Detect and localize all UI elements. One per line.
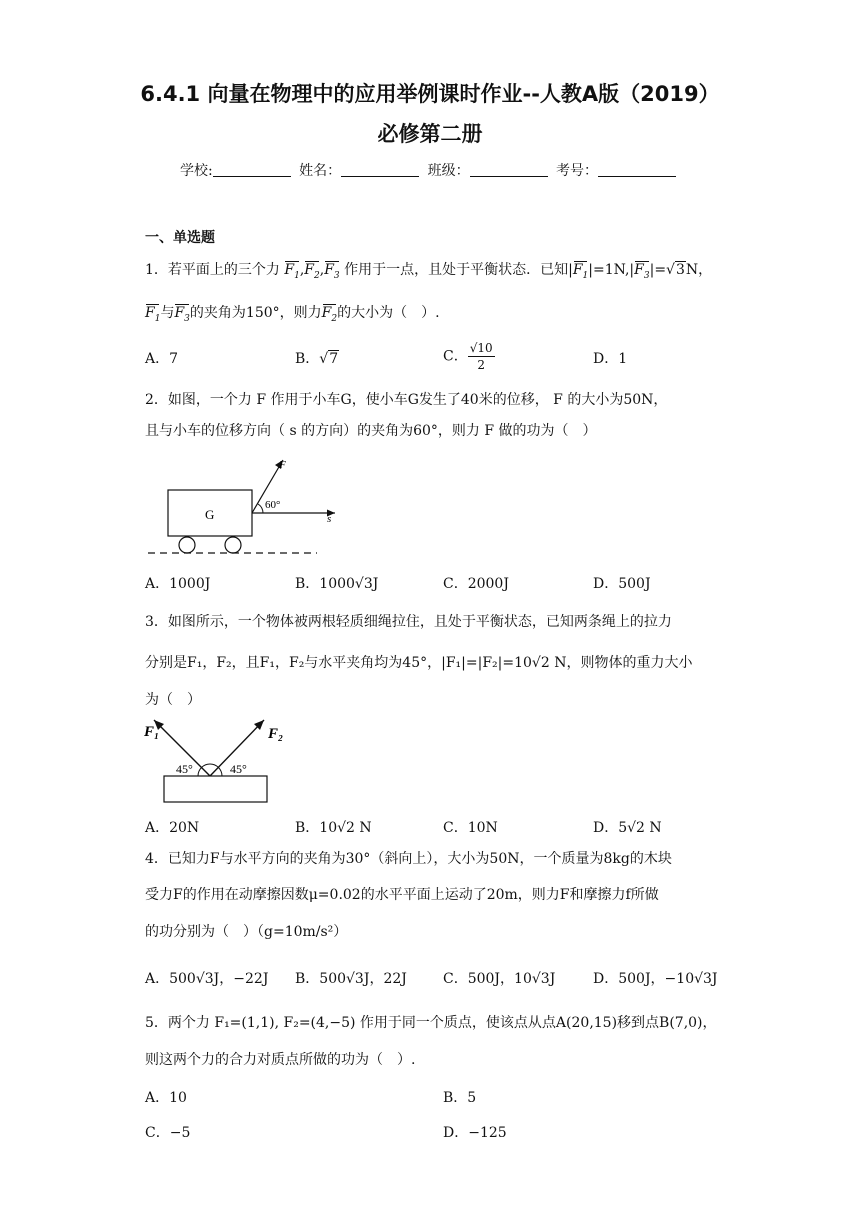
q1-text-e: 的大小为（ ）. [337,305,440,321]
q2-line1: 2．如图，一个力 F 作用于小车G，使小车G发生了40米的位移， F 的大小为50N， [145,392,668,408]
q5-options-row1 [145,1087,725,1109]
q4-line1: 4．已知力F与水平方向的夹角为30°（斜向上），大小为50N，一个质量为8kg的木块 [145,851,672,867]
q5-option-d[interactable]: D．−125 [443,1125,507,1141]
name-label: 姓名： [299,163,342,179]
q3-f1-label: F₁ [144,724,160,740]
q4-line3: 的功分别为（ ）（g=10m/s²） [145,924,348,940]
page-title-line1: 6.4.1 向量在物理中的应用举例课时作业--人教A版（2019） [140,82,720,106]
q2-angle-label: 60° [265,499,281,511]
q1-option-a[interactable]: A．7 [145,351,179,367]
q1-text-c: 与 [160,305,175,321]
q5-option-b[interactable]: B．5 [443,1090,477,1106]
q5-option-a[interactable]: A．10 [145,1090,187,1106]
q3-angle-right: 45° [230,762,247,776]
q3-line2: 分别是F₁，F₂，且F₁，F₂与水平夹角均为45°，|F₁|=|F₂|=10√2 N，则物体的重力大小 [145,655,693,671]
q2-box-label: G [205,507,215,522]
q1-option-d[interactable]: D．1 [593,351,628,367]
q1-line1: 1．若平面上的三个力 $F_1,F_2,F_3$ 作用于一点，且处于平衡状态．已知$|F_1|=1N,|F_3|=√3N$， [145,262,713,281]
q4-option-a[interactable]: A．500√3J，−22J [145,971,269,987]
q3-angle-left: 45° [176,762,193,776]
q4-line2: 受力F的作用在动摩擦因数μ=0.02的水平平面上运动了20m，则力F和摩擦力f所做 [145,887,659,903]
school-blank[interactable] [213,162,291,177]
q4-options [145,968,725,990]
q2-option-d[interactable]: D．500J [593,576,651,592]
q3-option-b[interactable]: B．10√2 N [295,820,372,836]
q4-option-d[interactable]: D．500J，−10√3J [593,971,718,987]
page-title-line2: 必修第二册 [377,122,483,146]
q1-text-d: 的夹角为150°，则力 [189,305,322,321]
q1-option-b[interactable]: B．√7 [295,351,339,367]
q1-option-c[interactable]: C． $\frac{√10}{2}$ [443,341,493,372]
q3-option-a[interactable]: A．20N [145,820,200,836]
q2-option-a[interactable]: A．1000J [145,576,211,592]
q3-option-c[interactable]: C．10N [443,820,498,836]
q3-f2-label: F₂ [268,726,284,742]
section-heading: 一、单选题 [145,230,215,246]
q3-line3: 为（ ） [145,692,201,708]
q1-text-b: 作用于一点，且处于平衡状态．已知 [344,262,569,278]
q2-option-c[interactable]: C．2000J [443,576,509,592]
q2-options [145,573,725,595]
q3-line1: 3．如图所示，一个物体被两根轻质细绳拉住，且处于平衡状态，已知两条绳上的拉力 [145,614,672,630]
school-label: 学校: [179,163,213,179]
q3-figure [140,714,284,808]
q4-option-c[interactable]: C．500J，10√3J [443,971,556,987]
q2-figure [145,450,345,560]
exam-no-blank[interactable] [598,162,676,177]
q1-line2: $F_1$与$F_3$的夹角为150°，则力$F_2$的大小为（ ）. [145,305,440,324]
class-label: 班级： [427,163,470,179]
q1-text-a: 1．若平面上的三个力 [145,262,280,278]
q5-option-c[interactable]: C．−5 [145,1125,191,1141]
q2-option-b[interactable]: B．1000√3J [295,576,379,592]
student-info-row [0,160,860,180]
class-blank[interactable] [470,162,548,177]
q1-options [145,341,725,372]
q2-line2: 且与小车的位移方向（ s 的方向）的夹角为60°，则力 F 做的功为（ ） [145,423,597,439]
q5-options-row2 [145,1122,725,1144]
q4-option-b[interactable]: B．500√3J，22J [295,971,407,987]
q2-force-label: F [279,459,286,471]
q2-disp-label: s [327,513,332,525]
q3-option-d[interactable]: D．5√2 N [593,820,662,836]
q5-line2: 则这两个力的合力对质点所做的功为（ ）. [145,1052,416,1068]
exam-no-label: 考号： [556,163,599,179]
q3-options [145,817,725,839]
q5-line1: 5．两个力 F₁=(1,1), F₂=(4,−5) 作用于同一个质点，使该点从点A(20,15)移到点B(7,0)， [145,1015,717,1031]
name-blank[interactable] [341,162,419,177]
